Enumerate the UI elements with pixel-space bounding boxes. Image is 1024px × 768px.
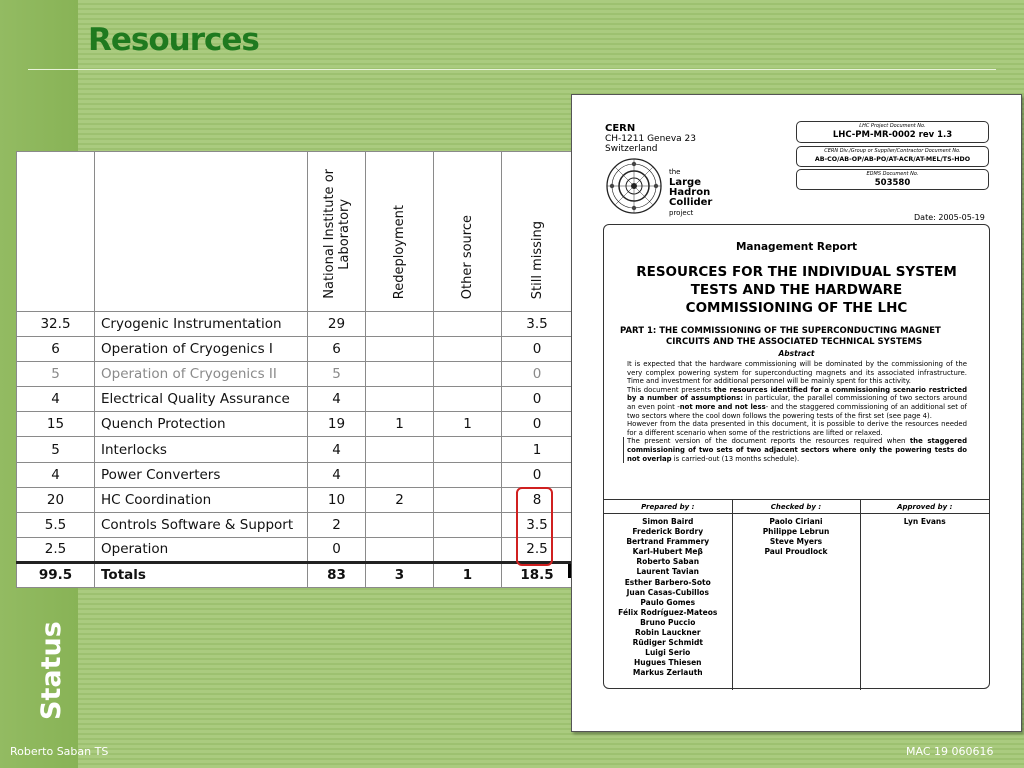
- signatory-name: Lyn Evans: [903, 517, 946, 526]
- totals-row: [17, 562, 573, 587]
- document-date: Date: 2005-05-19: [914, 213, 985, 222]
- header-item: [95, 152, 308, 312]
- signatory-name: Paul Proudlock: [764, 547, 828, 557]
- cell-institute: 4: [308, 462, 366, 487]
- cell-redeployment: [366, 437, 434, 462]
- cell-item: Operation: [95, 537, 308, 562]
- signatory-name: Bertrand Frammery: [626, 537, 710, 547]
- cell-other: 1: [434, 412, 502, 437]
- footer-author: Roberto Saban TS: [10, 745, 109, 758]
- signatory-name: Esther Barbero-Soto: [624, 577, 711, 587]
- table-row: [17, 487, 573, 512]
- signatory-name: Markus Zerlauth: [632, 668, 703, 678]
- title-divider: [28, 69, 996, 70]
- signatory-name: Steve Myers: [769, 537, 823, 547]
- cell-item: Quench Protection: [95, 412, 308, 437]
- cern-address: CERN CH-1211 Geneva 23 Switzerland: [605, 123, 696, 154]
- table-header-row: [17, 152, 573, 312]
- resources-table: [16, 151, 573, 588]
- cell-missing: 3.5: [502, 512, 573, 537]
- report-title: RESOURCES FOR THE INDIVIDUAL SYSTEM TESTS AND THE HARDWARE COMMISSIONING OF THE LHC: [636, 264, 957, 316]
- cell-institute: 19: [308, 412, 366, 437]
- prepared-by-label: Prepared by :: [604, 500, 732, 514]
- totals-redeployment: 3: [366, 562, 434, 587]
- report-part-heading: PART 1: THE COMMISSIONING OF THE SUPERCONDUCTING MAGNET CIRCUITS AND THE ASSOCIATED TECHNICAL SYSTEMS: [620, 326, 941, 347]
- table-row: [17, 337, 573, 362]
- signatory-name: Karl-Hubert Meβ: [632, 547, 703, 557]
- cell-item: HC Coordination: [95, 487, 308, 512]
- table-row: [17, 387, 573, 412]
- abstract-heading: Abstract: [778, 349, 815, 358]
- signatory-name: Frederick Bordry: [632, 527, 704, 537]
- prepared-by-list: [604, 514, 732, 690]
- cell-redeployment: [366, 462, 434, 487]
- slide-title: Resources: [88, 22, 259, 58]
- header-other-source: Other source: [434, 152, 502, 312]
- cell-total: 32.5: [17, 312, 95, 337]
- cell-other: [434, 512, 502, 537]
- cell-missing: 0: [502, 362, 573, 387]
- lhc-document-number-box: LHC Project Document No. LHC-PM-MR-0002 rev 1.3: [796, 121, 989, 143]
- lhc-logo-icon: [605, 157, 663, 215]
- cell-redeployment: [366, 362, 434, 387]
- header-total: [17, 152, 95, 312]
- cell-redeployment: [366, 512, 434, 537]
- signatory-name: Robin Lauckner: [634, 628, 701, 638]
- cell-redeployment: [366, 312, 434, 337]
- totals-institute: 83: [308, 562, 366, 587]
- cell-missing: 8: [502, 487, 573, 512]
- cell-item: Interlocks: [95, 437, 308, 462]
- checked-by-label: Checked by :: [732, 500, 860, 514]
- footer-meeting: MAC 19 060616: [906, 745, 994, 758]
- header-redeployment: Redeployment: [366, 152, 434, 312]
- cell-institute: 0: [308, 537, 366, 562]
- cell-redeployment: [366, 537, 434, 562]
- checked-by-list: [732, 514, 860, 690]
- header-still-missing: Still missing: [502, 152, 573, 312]
- totals-total: 99.5: [17, 562, 95, 587]
- table-row: [17, 362, 573, 387]
- cell-other: [434, 312, 502, 337]
- signatory-name: Paolo Ciriani: [769, 517, 823, 526]
- cell-missing: 0: [502, 387, 573, 412]
- table-row: [17, 312, 573, 337]
- signatory-name: Bruno Puccio: [640, 617, 696, 627]
- cell-missing: 0: [502, 462, 573, 487]
- cell-institute: 5: [308, 362, 366, 387]
- division-document-number-box: CERN Div./Group or Supplier/Contractor Document No. AB-CO/AB-OP/AB-PO/AT-ACR/AT-MEL/TS-HDO: [796, 146, 989, 167]
- cell-redeployment: 1: [366, 412, 434, 437]
- cell-missing: 1: [502, 437, 573, 462]
- totals-missing: 18.5: [502, 562, 573, 587]
- cell-item: Power Converters: [95, 462, 308, 487]
- cell-total: 20: [17, 487, 95, 512]
- report-main-box: [603, 224, 990, 689]
- header-institute: National Institute or Laboratory: [308, 152, 366, 312]
- signatory-name: Paulo Gomes: [640, 597, 696, 607]
- report-type: Management Report: [735, 241, 858, 253]
- signoff-table: [604, 499, 989, 690]
- cell-missing: 0: [502, 412, 573, 437]
- cell-item: Controls Software & Support: [95, 512, 308, 537]
- totals-other: 1: [434, 562, 502, 587]
- table-row: [17, 412, 573, 437]
- signatory-name: Luigi Serio: [645, 648, 691, 658]
- cell-total: 4: [17, 462, 95, 487]
- signatory-name: Rüdiger Schmidt: [632, 638, 703, 648]
- cell-item: Electrical Quality Assurance: [95, 387, 308, 412]
- totals-label: Totals: [95, 562, 308, 587]
- still-missing-highlight: [516, 487, 553, 566]
- abstract-text: It is expected that the hardware commissioning will be dominated by the commissioning of the very complex powering system for superconducting magnets and its associated infrastructure. Time and investment for additional personnel will be mainly spent for this activity. This document presents the resources identified for a commissioning scenario restricted by a number of assumptions: in particular, the parallel commissioning of two sectors around an even point -not more and not less- and the staggered commissioning of an additional set of two sectors where the cool down follows the powering tests of the first set (see page 4). However from the data presented in this document, it is possible to derive the resources needed for a different scenario when some of the restrictions are lifted or relaxed. The present version of the document reports the resources required when the staggered commissioning of two sets of two adjacent sectors where only the powering tests do not overlap is carried-out (13 months schedule).: [627, 360, 967, 463]
- cell-institute: 29: [308, 312, 366, 337]
- cell-redeployment: [366, 387, 434, 412]
- cell-institute: 10: [308, 487, 366, 512]
- signatory-name: Juan Casas-Cubillos: [626, 587, 709, 597]
- signatory-name: Simon Baird: [642, 517, 694, 526]
- cell-redeployment: [366, 337, 434, 362]
- approved-by-list: [860, 514, 989, 690]
- approved-by-label: Approved by :: [860, 500, 989, 514]
- cell-institute: 2: [308, 512, 366, 537]
- signatory-name: Hugues Thiesen: [634, 658, 702, 668]
- cell-other: [434, 337, 502, 362]
- table-row: [17, 537, 573, 562]
- cell-other: [434, 387, 502, 412]
- report-cover-page: [571, 94, 1022, 732]
- signatory-name: Félix Rodríguez-Mateos: [618, 607, 718, 617]
- cell-item: Cryogenic Instrumentation: [95, 312, 308, 337]
- cell-missing: 3.5: [502, 312, 573, 337]
- signatory-name: Laurent Tavian: [636, 567, 700, 577]
- cell-total: 5.5: [17, 512, 95, 537]
- cell-institute: 4: [308, 387, 366, 412]
- table-row: [17, 437, 573, 462]
- signatory-name: Philippe Lebrun: [762, 527, 830, 537]
- cell-total: 15: [17, 412, 95, 437]
- cell-total: 2.5: [17, 537, 95, 562]
- cell-institute: 6: [308, 337, 366, 362]
- cell-other: [434, 537, 502, 562]
- cell-total: 4: [17, 387, 95, 412]
- cell-other: [434, 462, 502, 487]
- cell-redeployment: 2: [366, 487, 434, 512]
- cell-other: [434, 487, 502, 512]
- cell-other: [434, 362, 502, 387]
- cell-item: Operation of Cryogenics I: [95, 337, 308, 362]
- cell-total: 5: [17, 437, 95, 462]
- cell-item: Operation of Cryogenics II: [95, 362, 308, 387]
- signatory-name: Roberto Saban: [636, 557, 700, 567]
- cell-missing: 0: [502, 337, 573, 362]
- edms-number-box: EDMS Document No. 503580: [796, 169, 989, 190]
- cell-total: 6: [17, 337, 95, 362]
- lhc-logo-text: the Large Hadron Collider project: [669, 168, 713, 217]
- cell-other: [434, 437, 502, 462]
- cell-institute: 4: [308, 437, 366, 462]
- table-row: [17, 462, 573, 487]
- table-row: [17, 512, 573, 537]
- cell-total: 5: [17, 362, 95, 387]
- section-label: Status: [36, 621, 67, 720]
- cell-missing: 2.5: [502, 537, 573, 562]
